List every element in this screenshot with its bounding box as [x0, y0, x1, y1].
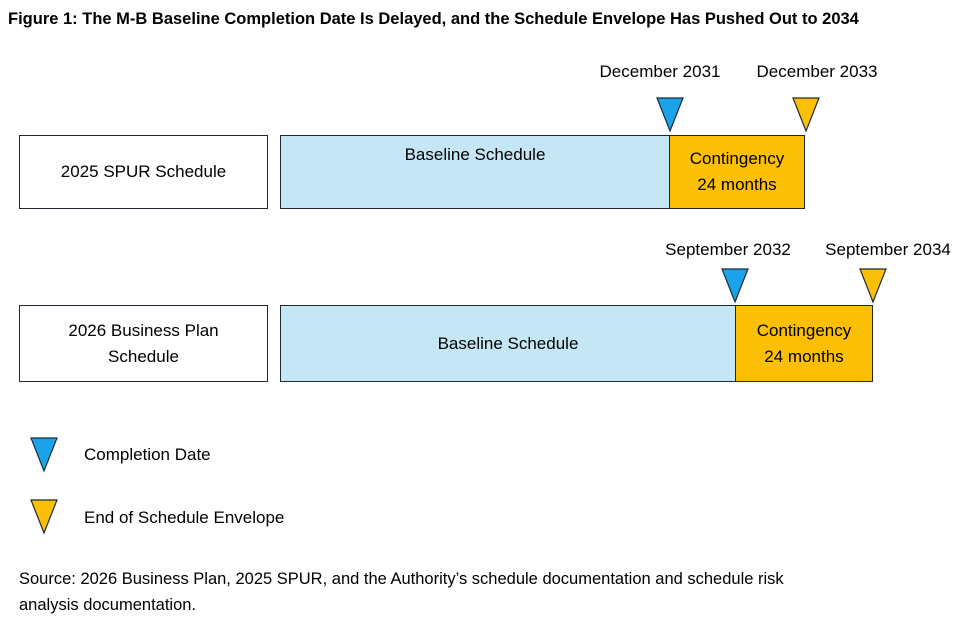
contingency-label: Contingency — [689, 149, 785, 168]
contingency-bar-2025 — [669, 135, 805, 209]
contingency-duration: 24 months — [764, 346, 844, 366]
baseline-bar-2026 — [280, 305, 736, 382]
contingency-label: Contingency — [756, 320, 852, 340]
completion-date-label: December 2031 — [599, 62, 721, 81]
figure-title: Figure 1: The M-B Baseline Completion Date Is Delayed, and the Schedule Envelope Has Pushed Out to 2034 — [8, 10, 859, 28]
contingency-bar-2026 — [735, 305, 873, 382]
contingency-duration: 24 months — [697, 175, 777, 194]
row-label-text: 2026 Business Plan Schedule — [68, 320, 219, 366]
baseline-bar-2025 — [280, 135, 670, 209]
baseline-label: Baseline Schedule — [404, 145, 546, 164]
baseline-label: Baseline Schedule — [437, 333, 579, 353]
row-label-text: 2025 SPUR Schedule — [60, 162, 227, 181]
row-label-2025-spur — [19, 135, 268, 209]
legend-completion-date: Completion Date — [84, 445, 211, 464]
legend-end-of-envelope: End of Schedule Envelope — [84, 508, 285, 527]
source-note: Source: 2026 Business Plan, 2025 SPUR, and the Authority’s schedule documentation and schedule risk analysis documentation. — [19, 570, 784, 614]
completion-date-label: September 2032 — [665, 240, 791, 259]
envelope-date-label: December 2033 — [756, 62, 878, 81]
row-label-2026-business-plan — [19, 305, 268, 382]
envelope-date-label: September 2034 — [825, 240, 951, 259]
